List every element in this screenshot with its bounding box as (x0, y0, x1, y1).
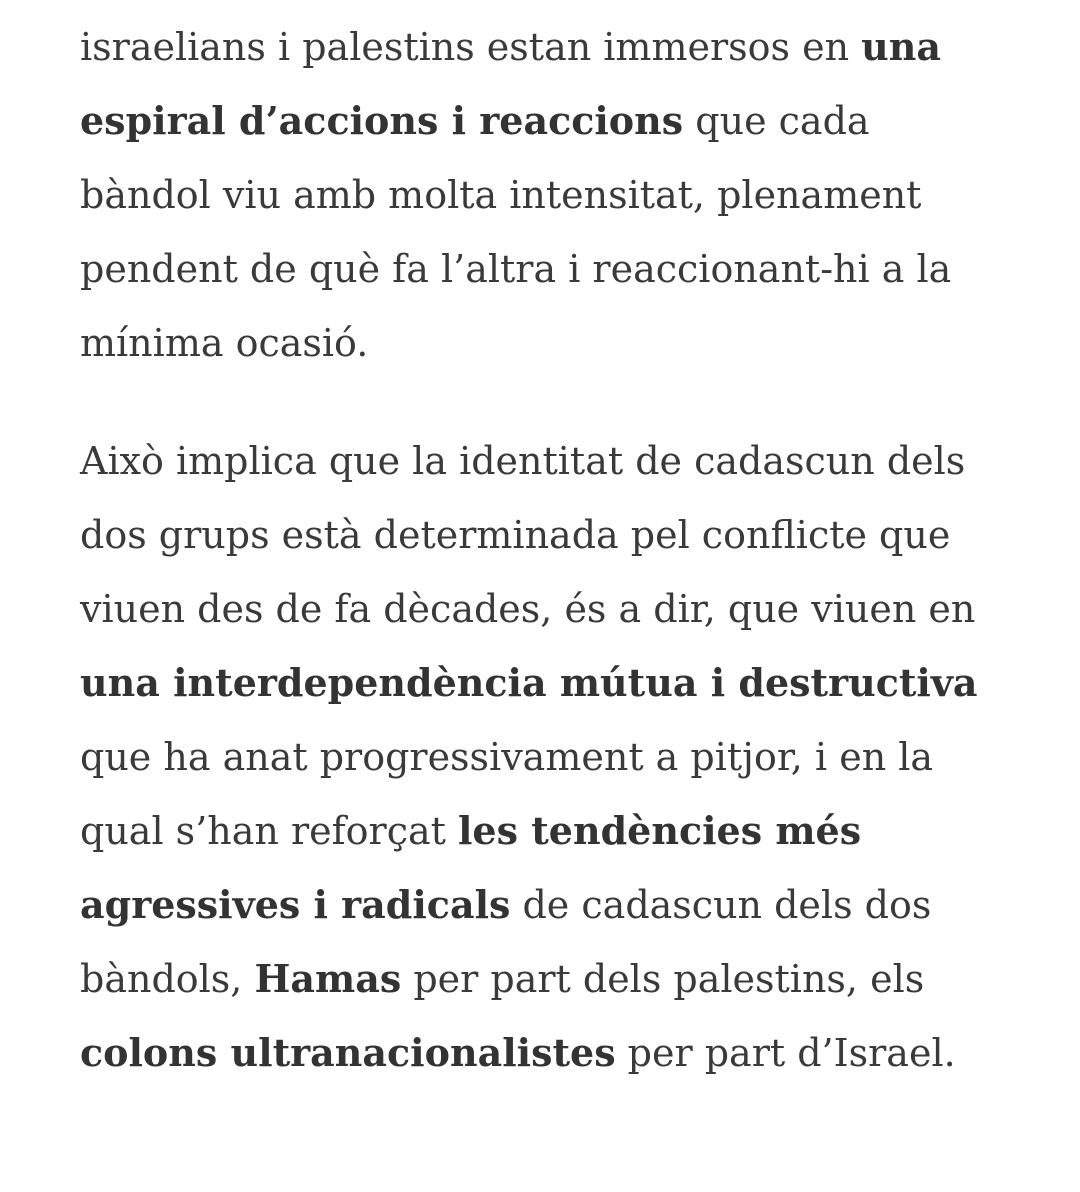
paragraph-2 (80, 424, 1000, 1090)
paragraph-text: que ha anat progressivament a pitjor, i en la qual s’han reforçat (80, 735, 934, 853)
paragraph-text: de cadascun dels dos bàndols, (80, 883, 932, 1001)
bold-phrase: una espiral d’accions i reaccions (80, 24, 942, 143)
bold-phrase: les tendències més agressives i radicals (80, 808, 862, 927)
paragraph-text: que cada bàndol viu amb molta intensitat, plenament pendent de què fa l’altra i reaccionant-hi a la mínima ocasió. (80, 99, 952, 365)
bold-phrase: colons ultranacionalistes (80, 1030, 616, 1075)
paragraph-text: per part dels palestins, els (401, 957, 925, 1001)
article-body (80, 10, 1000, 1090)
bold-phrase: una interdependència mútua i destructiva (80, 660, 978, 705)
paragraph-text: Això implica que la identitat de cadascun dels dos grups està determinada pel conflicte que viuen des de fa dècades, és a dir, que viuen en (80, 439, 976, 631)
paragraph-1 (80, 10, 1000, 380)
paragraph-text: per part d’Israel. (615, 1031, 956, 1075)
bold-phrase: Hamas (254, 956, 402, 1001)
paragraph-text: israelians i palestins estan immersos en (80, 25, 862, 69)
